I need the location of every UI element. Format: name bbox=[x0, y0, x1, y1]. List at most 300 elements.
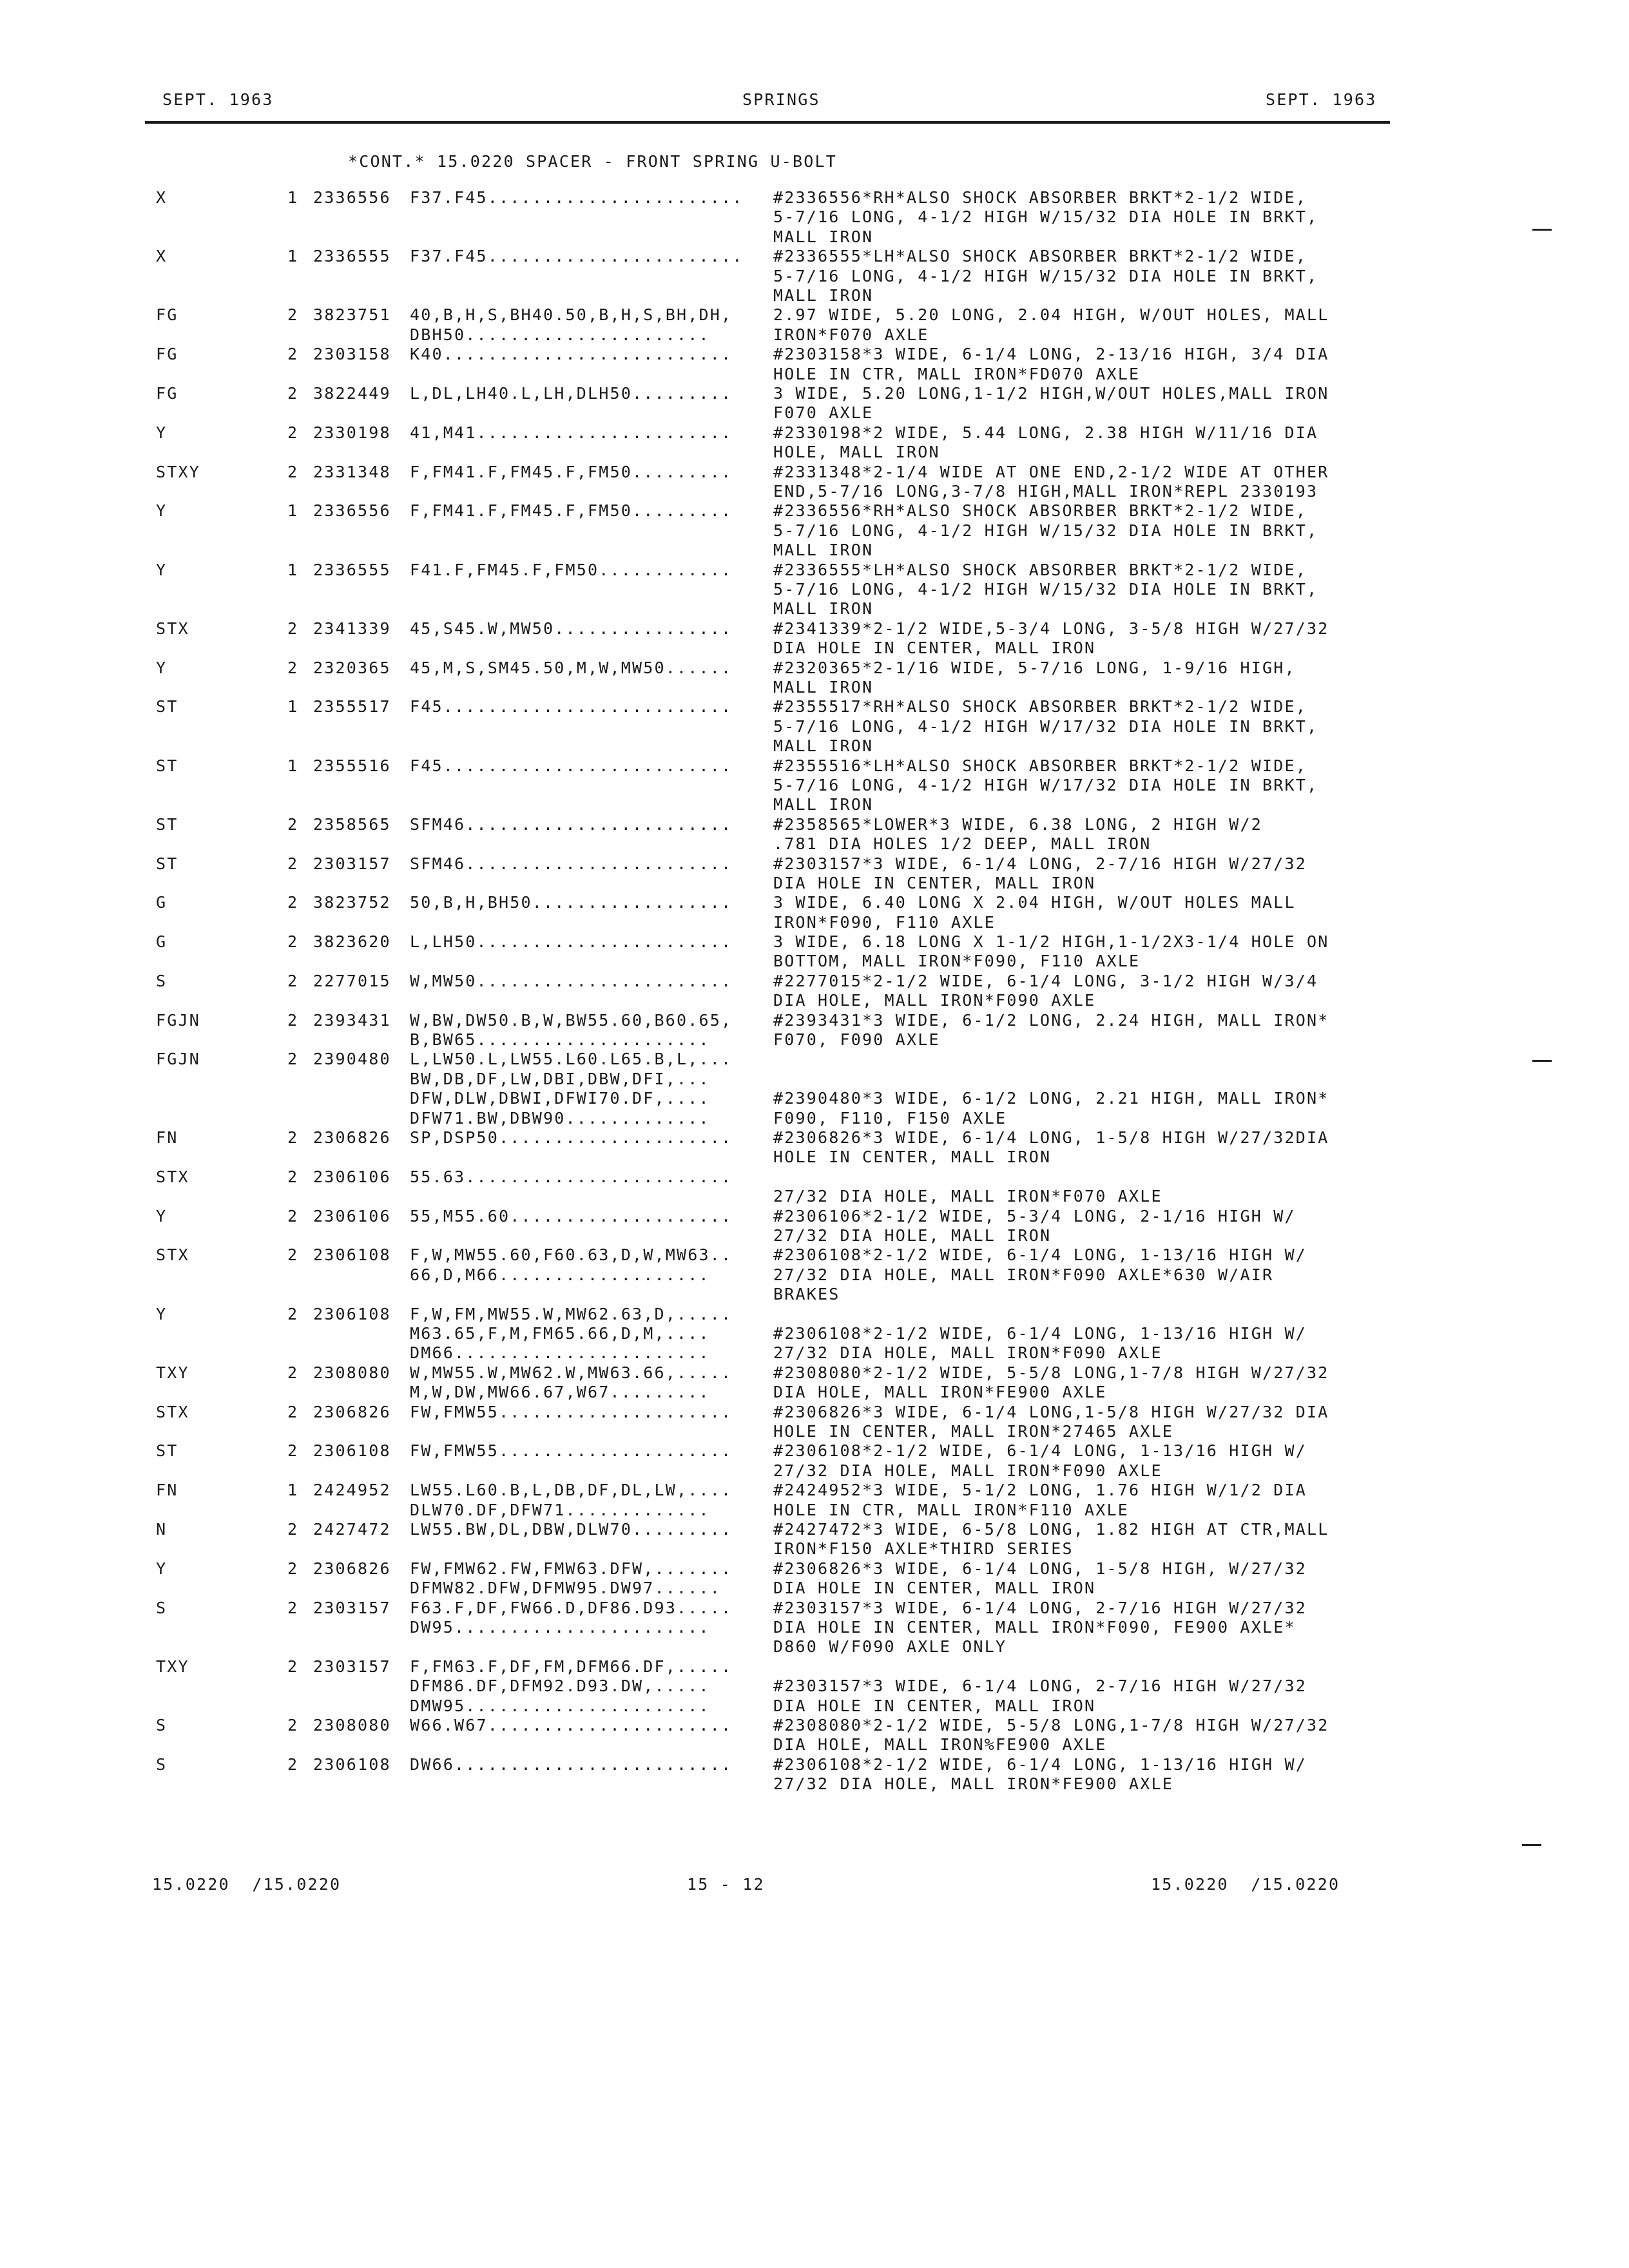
header-date-left: SEPT. 1963 bbox=[162, 90, 274, 109]
quantity: 2 bbox=[287, 1363, 299, 1382]
model-line: F,W,MW55.60,F60.63,D,W,MW63.. bbox=[410, 1245, 733, 1265]
model-line: 41,M41....................... bbox=[410, 423, 733, 442]
part-description bbox=[773, 972, 1318, 1011]
part-number: 2336555 bbox=[313, 560, 391, 579]
model-line: K40.......................... bbox=[410, 345, 733, 364]
footer-section-range-right: 15.0220 /15.0220 bbox=[1151, 1875, 1340, 1894]
parts-row bbox=[0, 1050, 1629, 1128]
quantity: 2 bbox=[287, 854, 299, 873]
quantity: 2 bbox=[287, 893, 299, 912]
part-description bbox=[773, 1128, 1329, 1168]
description-line: #2303157*3 WIDE, 6-1/4 LONG, 2-7/16 HIGH W/27/32 bbox=[773, 1598, 1307, 1617]
model-line: M63.65,F,M,FM65.66,D,M,.... bbox=[410, 1324, 710, 1343]
model-code: STX bbox=[156, 1245, 189, 1265]
description-line: 5-7/16 LONG, 4-1/2 HIGH W/17/32 DIA HOLE IN BRKT, bbox=[773, 775, 1318, 794]
description-line: #2306108*2-1/2 WIDE, 6-1/4 LONG, 1-13/16 HIGH W/ bbox=[773, 1441, 1307, 1461]
description-line: HOLE IN CTR, MALL IRON*F110 AXLE bbox=[773, 1500, 1130, 1519]
model-line: LW55.BW,DL,DBW,DLW70......... bbox=[410, 1520, 733, 1539]
model-line: FW,FMW55..................... bbox=[410, 1402, 733, 1421]
description-line: #2308080*2-1/2 WIDE, 5-5/8 LONG,1-7/8 HIGH W/27/32 bbox=[773, 1716, 1329, 1735]
model-line: DW95....................... bbox=[410, 1618, 710, 1637]
model-list bbox=[410, 1716, 732, 1735]
model-list bbox=[410, 1168, 732, 1187]
part-description bbox=[773, 1245, 1307, 1304]
parts-row bbox=[0, 345, 1629, 384]
description-line: 5-7/16 LONG, 4-1/2 HIGH W/15/32 DIA HOLE IN BRKT, bbox=[773, 579, 1318, 599]
quantity: 1 bbox=[287, 697, 299, 716]
description-line: HOLE IN CENTER, MALL IRON*27465 AXLE bbox=[773, 1422, 1174, 1441]
description-line: MALL IRON bbox=[773, 541, 874, 560]
part-number: 2358565 bbox=[313, 814, 391, 834]
model-list bbox=[410, 1011, 732, 1050]
description-line: 2.97 WIDE, 5.20 LONG, 2.04 HIGH, W/OUT HOLES, MALL bbox=[773, 305, 1329, 325]
model-code: ST bbox=[156, 854, 178, 873]
description-line: 3 WIDE, 5.20 LONG,1-1/2 HIGH,W/OUT HOLES,MALL IRON bbox=[773, 383, 1329, 403]
part-description bbox=[773, 619, 1329, 658]
parts-row bbox=[0, 1363, 1629, 1403]
parts-row bbox=[0, 305, 1629, 345]
parts-row bbox=[0, 1207, 1629, 1246]
description-line bbox=[773, 1070, 1329, 1089]
model-list bbox=[410, 1305, 732, 1363]
model-line: F37.F45....................... bbox=[410, 188, 744, 207]
model-line: F,W,FM,MW55.W,MW62.63,D,..... bbox=[410, 1304, 733, 1323]
quantity: 1 bbox=[287, 247, 299, 266]
model-line: DW66......................... bbox=[410, 1754, 733, 1774]
parts-row bbox=[0, 1481, 1629, 1520]
model-line: 45,S45.W,MW50................ bbox=[410, 619, 733, 638]
model-line: 50,B,H,BH50.................. bbox=[410, 893, 733, 912]
model-list bbox=[410, 854, 732, 874]
description-line: DIA HOLE IN CENTER, MALL IRON*F090, FE900 AXLE* bbox=[773, 1618, 1296, 1637]
part-description bbox=[773, 1168, 1162, 1207]
part-number: 2306108 bbox=[313, 1754, 391, 1774]
parts-row bbox=[0, 1128, 1629, 1168]
model-list bbox=[410, 972, 732, 991]
quantity: 2 bbox=[287, 1716, 299, 1735]
parts-row bbox=[0, 1716, 1629, 1755]
header-date-right: SEPT. 1963 bbox=[1266, 90, 1377, 109]
part-number: 2393431 bbox=[313, 1010, 391, 1030]
quantity: 1 bbox=[287, 501, 299, 521]
part-number: 2320365 bbox=[313, 658, 391, 677]
model-list bbox=[410, 1245, 732, 1285]
model-line: SFM46........................ bbox=[410, 854, 733, 873]
part-description bbox=[773, 305, 1329, 345]
model-line: DFW,DLW,DBWI,DFWI70.DF,.... bbox=[410, 1089, 710, 1108]
part-description bbox=[773, 1599, 1307, 1657]
parts-row bbox=[0, 423, 1629, 463]
quantity: 2 bbox=[287, 1559, 299, 1578]
parts-row bbox=[0, 697, 1629, 756]
parts-row bbox=[0, 1168, 1629, 1207]
part-description bbox=[773, 1305, 1307, 1363]
part-number: 2336556 bbox=[313, 501, 391, 521]
description-line: DIA HOLE IN CENTER, MALL IRON bbox=[773, 639, 1096, 658]
part-number: 2277015 bbox=[313, 971, 391, 990]
part-number: 2306826 bbox=[313, 1559, 391, 1578]
model-list bbox=[410, 305, 732, 345]
description-line: .781 DIA HOLES 1/2 DEEP, MALL IRON bbox=[773, 834, 1152, 854]
model-code: FN bbox=[156, 1128, 178, 1148]
description-line: END,5-7/16 LONG,3-7/8 HIGH,MALL IRON*REPL 2330193 bbox=[773, 481, 1318, 501]
description-line: HOLE, MALL IRON bbox=[773, 443, 940, 462]
part-description bbox=[773, 561, 1318, 619]
description-line: #2336556*RH*ALSO SHOCK ABSORBER BRKT*2-1/2 WIDE, bbox=[773, 501, 1307, 521]
quantity: 2 bbox=[287, 1304, 299, 1323]
model-line: FW,FMW55..................... bbox=[410, 1441, 733, 1461]
description-line: BRAKES bbox=[773, 1285, 840, 1304]
description-line: 27/32 DIA HOLE, MALL IRON*F090 AXLE*630 W/AIR bbox=[773, 1265, 1274, 1284]
model-list bbox=[410, 658, 732, 678]
part-number: 2390480 bbox=[313, 1050, 391, 1069]
parts-row bbox=[0, 384, 1629, 423]
parts-row bbox=[0, 1657, 1629, 1716]
description-line: DIA HOLE, MALL IRON*F090 AXLE bbox=[773, 991, 1096, 1010]
description-line: #2320365*2-1/16 WIDE, 5-7/16 LONG, 1-9/16 HIGH, bbox=[773, 658, 1296, 677]
quantity: 1 bbox=[287, 188, 299, 207]
model-code: Y bbox=[156, 658, 168, 677]
model-list bbox=[410, 561, 732, 580]
part-description bbox=[773, 893, 1296, 932]
part-number: 2306826 bbox=[313, 1128, 391, 1148]
quantity: 2 bbox=[287, 423, 299, 442]
description-line: #2303157*3 WIDE, 6-1/4 LONG, 2-7/16 HIGH W/27/32 bbox=[773, 1677, 1307, 1696]
description-line: 27/32 DIA HOLE, MALL IRON*FE900 AXLE bbox=[773, 1774, 1174, 1794]
quantity: 2 bbox=[287, 814, 299, 834]
model-line: DM66....................... bbox=[410, 1343, 710, 1363]
part-description bbox=[773, 1363, 1329, 1403]
part-description bbox=[773, 501, 1318, 560]
model-code: ST bbox=[156, 1441, 178, 1461]
description-line: D860 W/F090 AXLE ONLY bbox=[773, 1637, 1007, 1657]
quantity: 2 bbox=[287, 1520, 299, 1539]
model-line: F45.......................... bbox=[410, 697, 733, 716]
description-line: F090, F110, F150 AXLE bbox=[773, 1108, 1007, 1128]
part-number: 3823620 bbox=[313, 932, 391, 952]
part-number: 3823752 bbox=[313, 893, 391, 912]
parts-row bbox=[0, 658, 1629, 698]
part-description bbox=[773, 345, 1329, 384]
description-line: #2306108*2-1/2 WIDE, 6-1/4 LONG, 1-13/16 HIGH W/ bbox=[773, 1245, 1307, 1265]
model-line: F,FM41.F,FM45.F,FM50......... bbox=[410, 501, 733, 521]
model-code: N bbox=[156, 1520, 168, 1539]
quantity: 2 bbox=[287, 1206, 299, 1225]
model-list bbox=[410, 619, 732, 639]
description-line: DIA HOLE, MALL IRON*FE900 AXLE bbox=[773, 1383, 1107, 1402]
margin-mark bbox=[1532, 1060, 1552, 1062]
part-number: 2306108 bbox=[313, 1441, 391, 1461]
parts-row bbox=[0, 893, 1629, 932]
description-line: #2331348*2-1/4 WIDE AT ONE END,2-1/2 WIDE AT OTHER bbox=[773, 462, 1329, 481]
model-code: Y bbox=[156, 423, 168, 442]
model-code: G bbox=[156, 893, 168, 912]
model-line: LW55.L60.B,L,DB,DF,DL,LW,.... bbox=[410, 1481, 733, 1500]
description-line: #2306106*2-1/2 WIDE, 5-3/4 LONG, 2-1/16 HIGH W/ bbox=[773, 1206, 1296, 1225]
model-line: DFW71.BW,DBW90............. bbox=[410, 1108, 710, 1128]
part-description bbox=[773, 1755, 1307, 1794]
description-line: #2336556*RH*ALSO SHOCK ABSORBER BRKT*2-1/2 WIDE, bbox=[773, 188, 1307, 207]
model-code: Y bbox=[156, 1304, 168, 1323]
part-description bbox=[773, 423, 1318, 463]
description-line: BOTTOM, MALL IRON*F090, F110 AXLE bbox=[773, 952, 1141, 971]
description-line: #2277015*2-1/2 WIDE, 6-1/4 LONG, 3-1/2 HIGH W/3/4 bbox=[773, 971, 1318, 990]
quantity: 2 bbox=[287, 658, 299, 677]
description-line: #2306108*2-1/2 WIDE, 6-1/4 LONG, 1-13/16 HIGH W/ bbox=[773, 1754, 1307, 1774]
description-line: F070 AXLE bbox=[773, 403, 874, 423]
quantity: 2 bbox=[287, 1402, 299, 1421]
part-number: 2303158 bbox=[313, 345, 391, 364]
model-list bbox=[410, 1755, 732, 1774]
part-description bbox=[773, 1657, 1307, 1716]
part-number: 2355516 bbox=[313, 756, 391, 775]
model-code: TXY bbox=[156, 1657, 189, 1676]
footer-page-number: 15 - 12 bbox=[687, 1875, 765, 1894]
description-line bbox=[773, 1305, 1307, 1324]
description-line: MALL IRON bbox=[773, 227, 874, 246]
quantity: 2 bbox=[287, 1245, 299, 1265]
model-code: G bbox=[156, 932, 168, 952]
quantity: 2 bbox=[287, 1050, 299, 1069]
part-number: 2308080 bbox=[313, 1716, 391, 1735]
quantity: 2 bbox=[287, 305, 299, 325]
description-line: #2336555*LH*ALSO SHOCK ABSORBER BRKT*2-1/2 WIDE, bbox=[773, 560, 1307, 579]
description-line: DIA HOLE, MALL IRON%FE900 AXLE bbox=[773, 1735, 1107, 1754]
description-line: #2393431*3 WIDE, 6-1/2 LONG, 2.24 HIGH, MALL IRON* bbox=[773, 1010, 1329, 1030]
description-line: #2390480*3 WIDE, 6-1/2 LONG, 2.21 HIGH, MALL IRON* bbox=[773, 1089, 1329, 1108]
model-line: L,LW50.L,LW55.L60.L65.B,L,... bbox=[410, 1050, 733, 1069]
model-list bbox=[410, 1363, 732, 1403]
model-code: ST bbox=[156, 697, 178, 716]
part-description bbox=[773, 658, 1296, 698]
part-number: 3823751 bbox=[313, 305, 391, 325]
model-list bbox=[410, 345, 732, 364]
part-number: 2306106 bbox=[313, 1206, 391, 1225]
description-line: 27/32 DIA HOLE, MALL IRON*F090 AXLE bbox=[773, 1461, 1162, 1480]
description-line bbox=[773, 1657, 1307, 1677]
footer-section-range-left: 15.0220 /15.0220 bbox=[152, 1875, 342, 1894]
description-line: MALL IRON bbox=[773, 795, 874, 814]
model-code: Y bbox=[156, 560, 168, 579]
description-line: 27/32 DIA HOLE, MALL IRON*F090 AXLE bbox=[773, 1343, 1162, 1363]
description-line: #2306108*2-1/2 WIDE, 6-1/4 LONG, 1-13/16 HIGH W/ bbox=[773, 1324, 1307, 1343]
model-line: F63.F,DF,FW66.D,DF86.D93..... bbox=[410, 1598, 733, 1617]
model-list bbox=[410, 384, 732, 403]
quantity: 2 bbox=[287, 1598, 299, 1617]
quantity: 2 bbox=[287, 345, 299, 364]
section-subtitle: *CONT.* 15.0220 SPACER - FRONT SPRING U-BOLT bbox=[348, 152, 838, 171]
description-line: HOLE IN CENTER, MALL IRON bbox=[773, 1148, 1052, 1167]
description-line: #2341339*2-1/2 WIDE,5-3/4 LONG, 3-5/8 HIGH W/27/32 bbox=[773, 619, 1329, 638]
part-description bbox=[773, 1520, 1329, 1559]
description-line: #2336555*LH*ALSO SHOCK ABSORBER BRKT*2-1/2 WIDE, bbox=[773, 247, 1307, 266]
model-line: DLW70.DF,DFW71............. bbox=[410, 1500, 710, 1519]
description-line: 3 WIDE, 6.18 LONG X 1-1/2 HIGH,1-1/2X3-1/4 HOLE ON bbox=[773, 932, 1329, 952]
model-code: TXY bbox=[156, 1363, 189, 1382]
model-line: DMW95...................... bbox=[410, 1696, 710, 1715]
part-description bbox=[773, 1716, 1329, 1755]
model-code: X bbox=[156, 247, 168, 266]
part-description bbox=[773, 932, 1329, 972]
model-code: FN bbox=[156, 1481, 178, 1500]
part-description bbox=[773, 188, 1318, 247]
header-rule bbox=[145, 121, 1390, 124]
description-line: #2355516*LH*ALSO SHOCK ABSORBER BRKT*2-1/2 WIDE, bbox=[773, 756, 1307, 775]
description-line: MALL IRON bbox=[773, 736, 874, 756]
model-line: W,MW55.W,MW62.W,MW63.66,..... bbox=[410, 1363, 733, 1382]
description-line: MALL IRON bbox=[773, 677, 874, 697]
description-line bbox=[773, 1050, 1329, 1069]
part-number: 2306826 bbox=[313, 1402, 391, 1421]
part-number: 2303157 bbox=[313, 1598, 391, 1617]
model-line: F37.F45....................... bbox=[410, 247, 744, 266]
description-line: IRON*F090, F110 AXLE bbox=[773, 912, 996, 932]
parts-row bbox=[0, 972, 1629, 1011]
parts-row bbox=[0, 756, 1629, 815]
model-list bbox=[410, 247, 744, 266]
part-description bbox=[773, 756, 1318, 815]
part-number: 2355517 bbox=[313, 697, 391, 716]
model-code: FGJN bbox=[156, 1050, 201, 1069]
parts-row bbox=[0, 463, 1629, 502]
part-number: 2330198 bbox=[313, 423, 391, 442]
model-list bbox=[410, 1481, 732, 1520]
model-line: 40,B,H,S,BH40.50,B,H,S,BH,DH, bbox=[410, 305, 733, 325]
model-list bbox=[410, 1207, 732, 1226]
part-number: 2427472 bbox=[313, 1520, 391, 1539]
part-number: 2336555 bbox=[313, 247, 391, 266]
model-list bbox=[410, 1599, 732, 1638]
parts-row bbox=[0, 1559, 1629, 1599]
part-description bbox=[773, 1559, 1307, 1599]
model-line: BW,DB,DF,LW,DBI,DBW,DFI,... bbox=[410, 1069, 710, 1088]
description-line: 5-7/16 LONG, 4-1/2 HIGH W/15/32 DIA HOLE IN BRKT, bbox=[773, 207, 1318, 227]
part-description bbox=[773, 854, 1307, 894]
model-list bbox=[410, 932, 732, 952]
quantity: 1 bbox=[287, 1481, 299, 1500]
parts-row bbox=[0, 1305, 1629, 1363]
quantity: 2 bbox=[287, 932, 299, 952]
part-description bbox=[773, 247, 1318, 305]
parts-row bbox=[0, 854, 1629, 894]
model-line: DFM86.DF,DFM92.D93.DW,..... bbox=[410, 1677, 710, 1696]
quantity: 2 bbox=[287, 971, 299, 990]
description-line: F070, F090 AXLE bbox=[773, 1030, 940, 1050]
part-number: 2306106 bbox=[313, 1167, 391, 1186]
quantity: 2 bbox=[287, 1010, 299, 1030]
part-description bbox=[773, 463, 1329, 502]
model-line: FW,FMW62.FW,FMW63.DFW,....... bbox=[410, 1559, 733, 1578]
parts-row bbox=[0, 501, 1629, 560]
description-line bbox=[773, 1168, 1162, 1187]
model-line: F45.......................... bbox=[410, 756, 733, 775]
quantity: 2 bbox=[287, 462, 299, 481]
model-list bbox=[410, 893, 732, 912]
description-line: IRON*F150 AXLE*THIRD SERIES bbox=[773, 1539, 1074, 1559]
model-list bbox=[410, 697, 732, 716]
part-number: 3822449 bbox=[313, 383, 391, 403]
description-line: #2306826*3 WIDE, 6-1/4 LONG,1-5/8 HIGH W/27/32 DIA bbox=[773, 1402, 1329, 1421]
description-line: #2355517*RH*ALSO SHOCK ABSORBER BRKT*2-1/2 WIDE, bbox=[773, 697, 1307, 716]
description-line: #2303157*3 WIDE, 6-1/4 LONG, 2-7/16 HIGH W/27/32 bbox=[773, 854, 1307, 873]
model-list bbox=[410, 815, 732, 834]
model-line: B,BW65..................... bbox=[410, 1030, 710, 1050]
description-line: DIA HOLE IN CENTER, MALL IRON bbox=[773, 1696, 1096, 1715]
part-number: 2341339 bbox=[313, 619, 391, 638]
model-code: ST bbox=[156, 814, 178, 834]
model-code: Y bbox=[156, 501, 168, 521]
model-code: Y bbox=[156, 1206, 168, 1225]
model-code: STX bbox=[156, 619, 189, 638]
description-line: #2308080*2-1/2 WIDE, 5-5/8 LONG,1-7/8 HIGH W/27/32 bbox=[773, 1363, 1329, 1382]
description-line: #2330198*2 WIDE, 5.44 LONG, 2.38 HIGH W/11/16 DIA bbox=[773, 423, 1318, 442]
model-code: S bbox=[156, 1754, 168, 1774]
model-code: FGJN bbox=[156, 1010, 201, 1030]
parts-row bbox=[0, 1520, 1629, 1559]
model-line: 45,M,S,SM45.50,M,W,MW50...... bbox=[410, 658, 733, 677]
quantity: 2 bbox=[287, 1441, 299, 1461]
model-list bbox=[410, 1050, 732, 1128]
quantity: 2 bbox=[287, 1657, 299, 1676]
model-list bbox=[410, 1441, 732, 1461]
description-line: 5-7/16 LONG, 4-1/2 HIGH W/15/32 DIA HOLE IN BRKT, bbox=[773, 266, 1318, 285]
part-description bbox=[773, 1050, 1329, 1128]
description-line: #2303158*3 WIDE, 6-1/4 LONG, 2-13/16 HIGH, 3/4 DIA bbox=[773, 345, 1329, 364]
model-line: SFM46........................ bbox=[410, 814, 733, 834]
part-number: 2331348 bbox=[313, 462, 391, 481]
parts-row bbox=[0, 1011, 1629, 1050]
margin-mark bbox=[1532, 229, 1552, 231]
parts-row bbox=[0, 1755, 1629, 1794]
quantity: 2 bbox=[287, 1128, 299, 1148]
description-line: 27/32 DIA HOLE, MALL IRON bbox=[773, 1226, 1052, 1245]
model-line: 55,M55.60.................... bbox=[410, 1206, 733, 1225]
model-line: L,DL,LH40.L,LH,DLH50......... bbox=[410, 383, 733, 403]
description-line: 27/32 DIA HOLE, MALL IRON*F070 AXLE bbox=[773, 1187, 1162, 1206]
part-description bbox=[773, 1403, 1329, 1442]
part-number: 2303157 bbox=[313, 854, 391, 873]
model-line: M,W,DW,MW66.67,W67......... bbox=[410, 1383, 710, 1402]
parts-row bbox=[0, 619, 1629, 658]
description-line: DIA HOLE IN CENTER, MALL IRON bbox=[773, 873, 1096, 892]
model-list bbox=[410, 1403, 732, 1422]
description-line: HOLE IN CTR, MALL IRON*FD070 AXLE bbox=[773, 364, 1141, 383]
model-list bbox=[410, 501, 732, 521]
part-description bbox=[773, 1441, 1307, 1481]
model-list bbox=[410, 463, 732, 482]
quantity: 1 bbox=[287, 756, 299, 775]
model-code: STX bbox=[156, 1167, 189, 1186]
model-code: STXY bbox=[156, 462, 201, 481]
description-line: DIA HOLE IN CENTER, MALL IRON bbox=[773, 1579, 1096, 1598]
part-number: 2303157 bbox=[313, 1657, 391, 1676]
parts-row bbox=[0, 932, 1629, 972]
model-code: S bbox=[156, 971, 168, 990]
model-line: DFMW82.DFW,DFMW95.DW97...... bbox=[410, 1579, 722, 1598]
parts-row bbox=[0, 561, 1629, 619]
model-line: F,FM63.F,DF,FM,DFM66.DF,..... bbox=[410, 1657, 733, 1676]
parts-row bbox=[0, 1599, 1629, 1657]
model-code: S bbox=[156, 1598, 168, 1617]
model-list bbox=[410, 1559, 732, 1599]
model-code: S bbox=[156, 1716, 168, 1735]
part-description bbox=[773, 1011, 1329, 1050]
model-line: W66.W67...................... bbox=[410, 1716, 733, 1735]
model-line: W,MW50....................... bbox=[410, 971, 733, 990]
margin-mark bbox=[1522, 1844, 1541, 1846]
description-line: #2306826*3 WIDE, 6-1/4 LONG, 1-5/8 HIGH, W/27/32 bbox=[773, 1559, 1307, 1578]
part-number: 2336556 bbox=[313, 188, 391, 207]
